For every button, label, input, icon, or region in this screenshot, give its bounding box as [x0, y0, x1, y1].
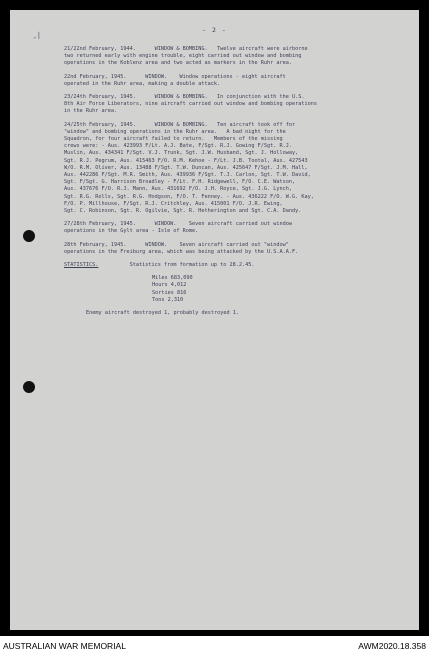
- entry-line: 24/25th February, 1945. WINDOW & BOMBING. Ten aircraft took off for: [64, 121, 296, 128]
- entry-line: Sgt. R.G. Rolls, Sgt. R.G. Hodgson, F/O. T. Fenney. - Aus. 436222 F/O. W.G. Kay,: [64, 193, 314, 200]
- entry-line: "window" and bombing operations in the Ruhr area. A bad night for the: [64, 128, 286, 135]
- statistics-heading: STATISTICS.: [64, 262, 99, 269]
- entry-line: two returned early with engine trouble, eight carried out window and bombing: [64, 53, 302, 60]
- document-page: [10, 10, 419, 630]
- punch-hole: [23, 381, 35, 393]
- entry-line: operations in the Gylt area - Isle of Rome.: [64, 228, 199, 235]
- entry-line: Aus. 442286 F/Sgt. M.R. Smith, Aus. 439936 F/Sgt. T.J. Carlon, Sgt. T.W. David,: [64, 172, 311, 179]
- statistics-item: Miles 683,090: [152, 275, 193, 282]
- statistics-section: [64, 262, 384, 317]
- entry-line: W/O. R.M. Oliver, Aus. 13488 F/Sgt. T.W. Duncan, Aus. 425647 F/Sgt. J.M. Hall,: [64, 164, 308, 171]
- entry-line: Aus. 437676 F/O. R.J. Mann, Aus. 431692 F/O. J.H. Royce, Sgt. J.G. Lynch,: [64, 186, 292, 193]
- page-number: - 2 -: [202, 26, 227, 34]
- entry-line: 8th Air Force Liberators, nine aircraft carried out window and bombing operations: [64, 101, 317, 108]
- footer-institution: AUSTRALIAN WAR MEMORIAL: [3, 641, 126, 651]
- entry-line: 28th February, 1945. WINDOW. Seven aircraft carried out "window": [64, 241, 289, 248]
- diary-entry: [64, 221, 384, 235]
- pencil-mark: -/: [30, 30, 44, 43]
- entry-line: Muslin, Aus. 434341 F/Sgt. V.J. Trunk, Sgt. J.W. Husband, Sgt. J. Holloway,: [64, 150, 299, 157]
- diary-entry: [64, 94, 384, 116]
- diary-entry: [64, 46, 384, 68]
- statistics-list: [152, 275, 384, 304]
- footer-reference: AWM2020.18.358: [358, 641, 426, 651]
- entry-line: 21/22nd February, 1944. WINDOW & BOMBING. Twelve aircraft were airborne: [64, 46, 308, 52]
- entry-line: F/O. P. Millhouse, F/Sgt. R.J. Critchley, Aus. 415001 F/O. J.R. Ewing,: [64, 200, 283, 207]
- punch-hole: [23, 230, 35, 242]
- entry-line: Sgt. F/Sgt. G. Harrison Broadley - F/Lt. F.H. Ridgewell, F/O. C.E. Watson,: [64, 179, 296, 186]
- enemy-aircraft-summary: Enemy aircraft destroyed 1, probably destroyed 1.: [86, 310, 240, 317]
- entry-line: operations in the Koblenz area and two acted as markers in the Ruhr area.: [64, 60, 292, 67]
- entry-line: in the Ruhr area.: [64, 108, 118, 115]
- statistics-item: Sorties 816: [152, 289, 187, 296]
- entry-line: crews were: - Aus. 423993 F/Lt. A.J. Bate, F/Sgt. R.J. Gowing F/Sgt. R.J.: [64, 143, 292, 150]
- entry-line: Sgt. C. Robinson, Sgt. R. Ogilvie, Sgt. R. Hetherington and Sgt. C.A. Dandy.: [64, 208, 302, 215]
- entry-line: Squadron, for four aircraft failed to return. Members of the missing: [64, 136, 283, 143]
- entry-line: operations in the Freiburg area, which was being attacked by the U.S.A.A.F.: [64, 248, 299, 255]
- entry-line: 23/24th February, 1945. WINDOW & BOMBING. In conjunction with the U.S.: [64, 94, 305, 101]
- archive-footer: [0, 636, 429, 653]
- entry-line: 22nd February, 1945. WINDOW. Window operations - eight aircraft: [64, 73, 286, 80]
- document-body: [64, 46, 384, 317]
- entry-line: Sgt. R.J. Pegrum, Aus. 415463 F/O. R.M. Kehoe - F/Lt. J.B. Tootal, Aus. 427543: [64, 157, 308, 164]
- diary-entry: [64, 74, 384, 88]
- diary-entry: [64, 122, 384, 216]
- statistics-item: Hours 4,012: [152, 282, 187, 289]
- statistics-item: Tons 2,310: [152, 296, 184, 303]
- entry-line: operated in the Ruhr area, making a double attack.: [64, 80, 221, 87]
- entry-line: 27/28th February, 1945. WINDOW. Seven aircraft carried out window: [64, 221, 292, 228]
- statistics-intro: Statistics from formation up to 28.2.45.: [129, 262, 255, 269]
- diary-entry: [64, 242, 384, 256]
